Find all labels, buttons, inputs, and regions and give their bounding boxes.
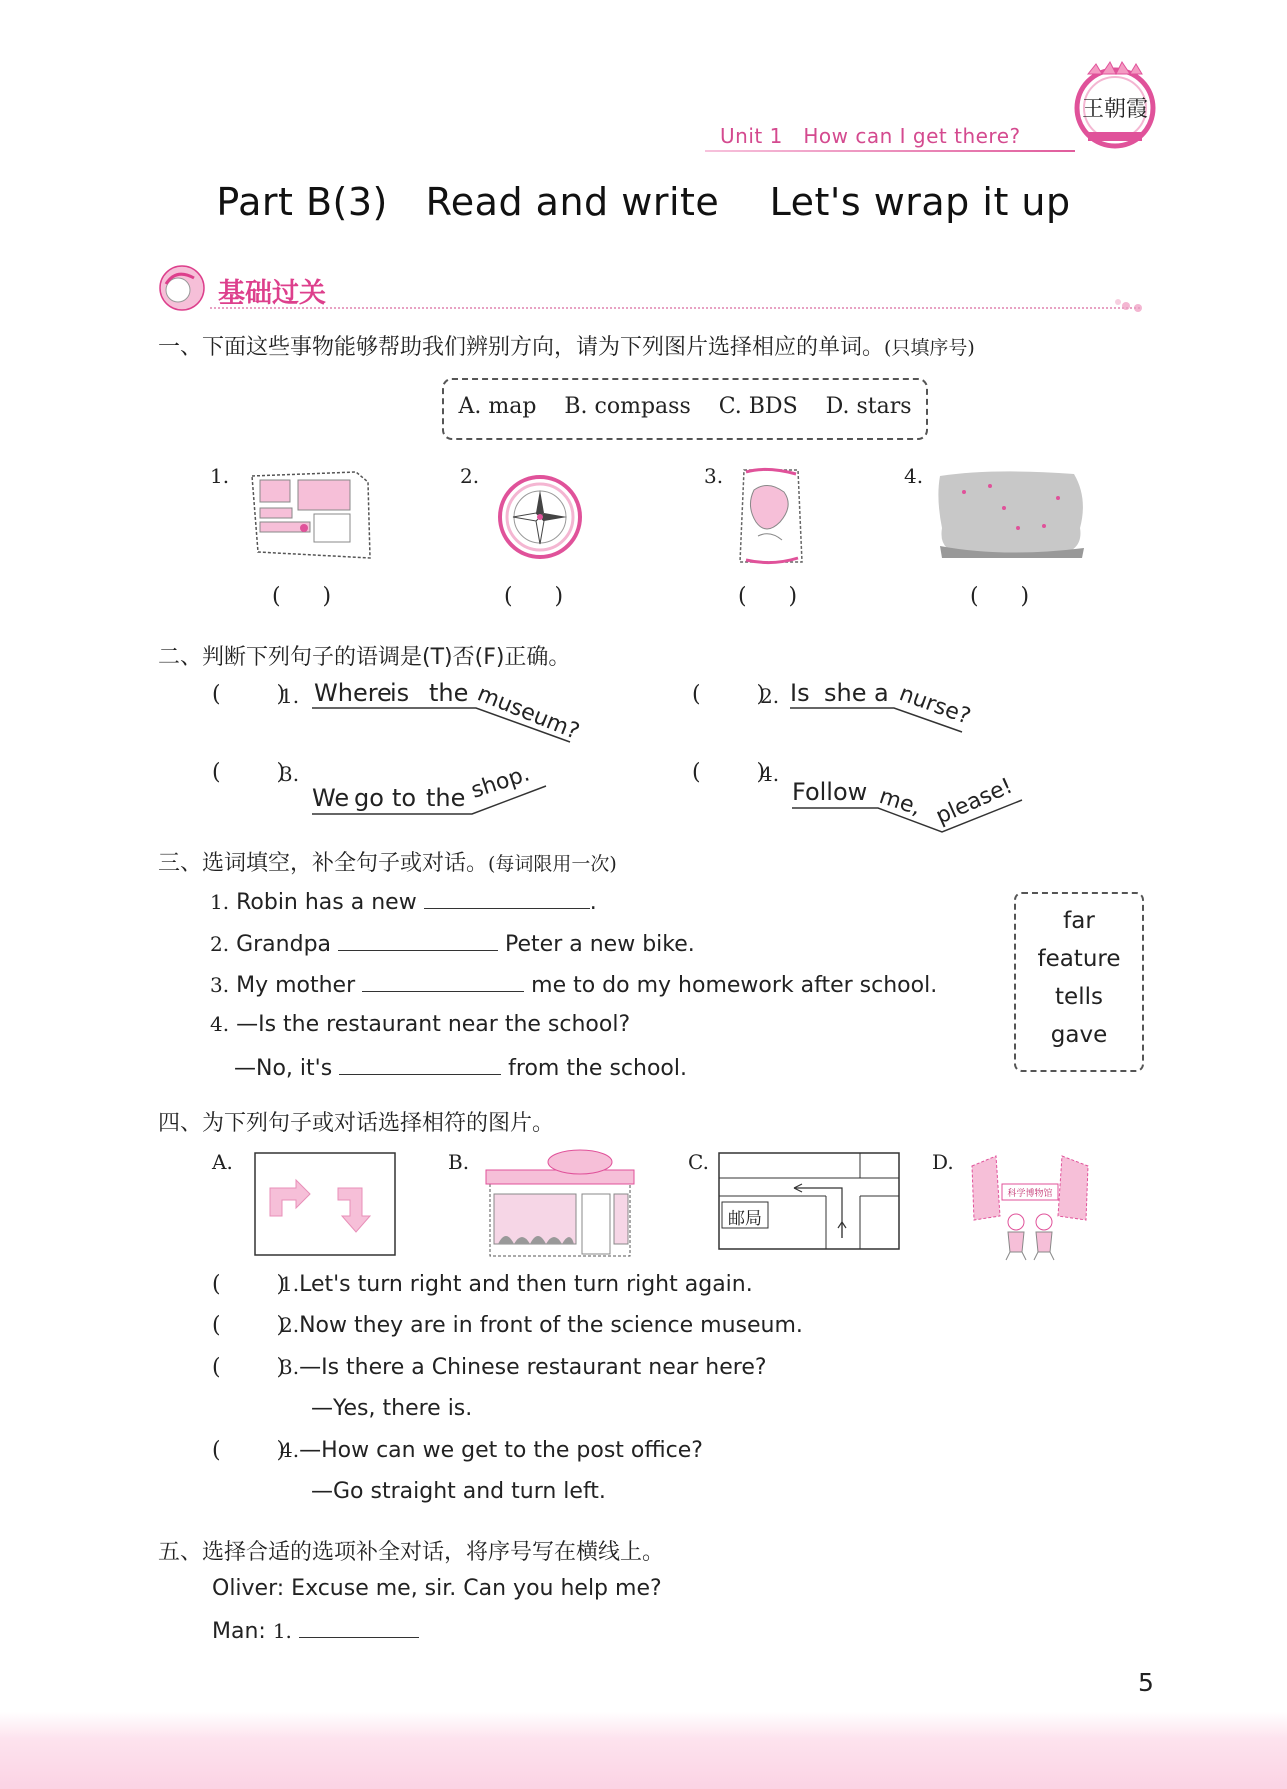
q2-word: to bbox=[392, 784, 417, 812]
q2-item-4-num: 4. bbox=[760, 762, 780, 786]
q4-item-3-reply: —Yes, there is. bbox=[311, 1396, 473, 1421]
q3-item-4-reply-after: from the school. bbox=[508, 1056, 687, 1081]
q3-item-4-reply bbox=[234, 1054, 687, 1081]
q4-item-2 bbox=[280, 1313, 803, 1338]
q3-note: (每词限用一次) bbox=[488, 853, 617, 875]
q3-item-3-blank[interactable] bbox=[362, 971, 524, 992]
q2-item-4-intonation bbox=[788, 764, 1028, 836]
q3-item-4-blank[interactable] bbox=[339, 1054, 501, 1075]
publisher-logo-icon bbox=[1070, 58, 1160, 152]
compass-icon bbox=[496, 468, 584, 566]
q2-word: Follow bbox=[792, 778, 868, 806]
q2-word: go bbox=[354, 784, 384, 812]
q5-line-1-text: Excuse me, sir. Can you help me? bbox=[291, 1576, 662, 1601]
q2-heading: 二、判断下列句子的语调是(T)否(F)正确。 bbox=[158, 645, 571, 670]
q3-item-1-num: 1. bbox=[210, 890, 230, 914]
q2-word: museum? bbox=[473, 681, 583, 745]
q3-item-1-blank[interactable] bbox=[424, 888, 590, 909]
q3-item-1-before: Robin has a new bbox=[236, 890, 417, 915]
banner-divider bbox=[210, 307, 1140, 309]
q5-speaker-oliver: Oliver: bbox=[212, 1576, 285, 1601]
q2-word: me, bbox=[876, 783, 924, 821]
q4-item-3-text: —Is there a Chinese restaurant near here? bbox=[299, 1355, 767, 1380]
stars-icon bbox=[934, 468, 1088, 560]
q4-item-2-paren[interactable]: ( ) bbox=[212, 1313, 286, 1338]
q2-word: We bbox=[312, 784, 350, 812]
q4-item-3-num: 3. bbox=[280, 1355, 300, 1379]
q4-item-4-paren[interactable]: ( ) bbox=[212, 1438, 286, 1463]
q3-word-gave: gave bbox=[1050, 1022, 1108, 1048]
q2-word: the bbox=[429, 679, 469, 707]
q1-heading-text: 一、下面这些事物能够帮助我们辨别方向，请为下列图片选择相应的单词。 bbox=[158, 335, 885, 360]
q2-word: Where bbox=[314, 679, 392, 707]
q2-item-3-num: 3. bbox=[280, 762, 300, 786]
q4-item-3 bbox=[280, 1355, 767, 1380]
section-banner-title: 基础过关 bbox=[218, 278, 326, 309]
q4-item-2-num: 2. bbox=[280, 1313, 300, 1337]
q4-item-4 bbox=[280, 1438, 703, 1463]
q3-item-3-num: 3. bbox=[210, 973, 230, 997]
q2-item-1-num: 1. bbox=[280, 684, 300, 708]
q3-item-2-blank[interactable] bbox=[338, 930, 498, 951]
q5-line-2 bbox=[212, 1617, 419, 1644]
science-museum-kids-icon bbox=[966, 1148, 1096, 1262]
q1-item-4-num: 4. bbox=[904, 464, 924, 488]
q1-item-3-answer[interactable]: ( ) bbox=[738, 584, 798, 609]
q1-item-3-num: 3. bbox=[704, 464, 724, 488]
q4-item-2-text: Now they are in front of the science museum. bbox=[299, 1313, 803, 1338]
q4-item-1-num: 1. bbox=[280, 1272, 300, 1296]
q3-heading-text: 三、选词填空，补全句子或对话。 bbox=[158, 851, 489, 876]
q5-speaker-man: Man: bbox=[212, 1619, 266, 1644]
unit-title: Unit 1 How can I get there? bbox=[720, 124, 1021, 148]
q4-item-1-paren[interactable]: ( ) bbox=[212, 1272, 286, 1297]
q2-item-2-intonation bbox=[788, 672, 988, 738]
header-rule bbox=[705, 150, 1075, 152]
q5-line-1 bbox=[212, 1576, 662, 1601]
q2-word: the bbox=[426, 784, 466, 812]
q3-item-4-reply-before: —No, it's bbox=[234, 1056, 333, 1081]
q1-item-2-num: 2. bbox=[460, 464, 480, 488]
turn-right-arrows-icon bbox=[254, 1152, 396, 1256]
q1-item-1-answer[interactable]: ( ) bbox=[272, 584, 332, 609]
q3-item-3 bbox=[210, 971, 937, 998]
q1-options: A. map B. compass C. BDS D. stars bbox=[458, 394, 912, 419]
q3-word-far: far bbox=[1063, 908, 1095, 934]
q3-heading bbox=[158, 846, 617, 877]
map-icon bbox=[736, 466, 806, 566]
q5-line-2-num: 1. bbox=[272, 1619, 292, 1643]
q3-item-2-num: 2. bbox=[210, 932, 230, 956]
q2-word: she bbox=[824, 679, 867, 707]
q3-item-2 bbox=[210, 930, 695, 957]
q2-item-3-paren[interactable]: ( ) bbox=[212, 760, 286, 785]
q2-word: is bbox=[390, 679, 410, 707]
q4-heading: 四、为下列句子或对话选择相符的图片。 bbox=[158, 1111, 555, 1136]
q4-picture-a-label: A. bbox=[212, 1150, 233, 1174]
q3-item-4-question: —Is the restaurant near the school? bbox=[236, 1012, 631, 1037]
q1-item-4-answer[interactable]: ( ) bbox=[970, 584, 1030, 609]
q4-picture-d-label: D. bbox=[932, 1150, 954, 1174]
q4-item-1 bbox=[280, 1272, 753, 1297]
q4-item-1-text: Let's turn right and then turn right again. bbox=[299, 1272, 753, 1297]
science-museum-sign: 科学博物馆 bbox=[1007, 1189, 1053, 1199]
q3-word-tells: tells bbox=[1055, 984, 1103, 1010]
q2-item-3-intonation bbox=[308, 760, 558, 820]
q3-item-2-before: Grandpa bbox=[236, 932, 332, 957]
q1-note: (只填序号) bbox=[884, 337, 975, 359]
page-title: Part B(3) Read and write Let's wrap it up bbox=[216, 180, 1071, 224]
q2-word: nurse? bbox=[895, 681, 974, 730]
restaurant-storefront-icon bbox=[484, 1148, 636, 1258]
q1-item-1-num: 1. bbox=[210, 464, 230, 488]
q2-item-1-intonation bbox=[308, 672, 588, 750]
q3-item-4 bbox=[210, 1012, 630, 1037]
q4-item-4-text: —How can we get to the post office? bbox=[299, 1438, 703, 1463]
q2-word: please! bbox=[932, 773, 1017, 830]
q3-item-1-after: . bbox=[589, 890, 597, 915]
svg-text:王朝霞: 王朝霞 bbox=[1081, 97, 1149, 122]
q4-item-4-num: 4. bbox=[280, 1438, 300, 1462]
q4-picture-c-label: C. bbox=[688, 1150, 709, 1174]
q5-heading: 五、选择合适的选项补全对话，将序号写在横线上。 bbox=[158, 1540, 665, 1565]
q3-item-3-after: me to do my homework after school. bbox=[531, 973, 938, 998]
q3-item-1 bbox=[210, 888, 597, 915]
q2-item-1-paren[interactable]: ( ) bbox=[212, 682, 286, 707]
q2-word: Is bbox=[790, 679, 810, 707]
page-number: 5 bbox=[1138, 1668, 1154, 1697]
q1-heading bbox=[158, 330, 975, 361]
q2-item-2-num: 2. bbox=[760, 684, 780, 708]
post-office-map-icon bbox=[718, 1152, 900, 1250]
q3-word-feature: feature bbox=[1037, 946, 1121, 972]
q3-item-2-after: Peter a new bike. bbox=[505, 932, 695, 957]
q5-line-2-blank[interactable] bbox=[299, 1617, 419, 1638]
q3-item-3-before: My mother bbox=[236, 973, 356, 998]
q1-item-2-answer[interactable]: ( ) bbox=[504, 584, 564, 609]
q2-item-4-paren[interactable]: ( ) bbox=[692, 760, 766, 785]
footer-band bbox=[0, 1712, 1287, 1789]
q2-word: a bbox=[874, 679, 889, 707]
q2-word: shop. bbox=[468, 761, 533, 804]
post-office-sign: 邮局 bbox=[728, 1209, 762, 1229]
q2-item-2-paren[interactable]: ( ) bbox=[692, 682, 766, 707]
q4-item-4-reply: —Go straight and turn left. bbox=[311, 1479, 606, 1504]
bds-device-icon bbox=[246, 466, 372, 562]
q4-item-3-paren[interactable]: ( ) bbox=[212, 1355, 286, 1380]
q3-item-4-num: 4. bbox=[210, 1012, 230, 1036]
q4-picture-b-label: B. bbox=[448, 1150, 470, 1174]
